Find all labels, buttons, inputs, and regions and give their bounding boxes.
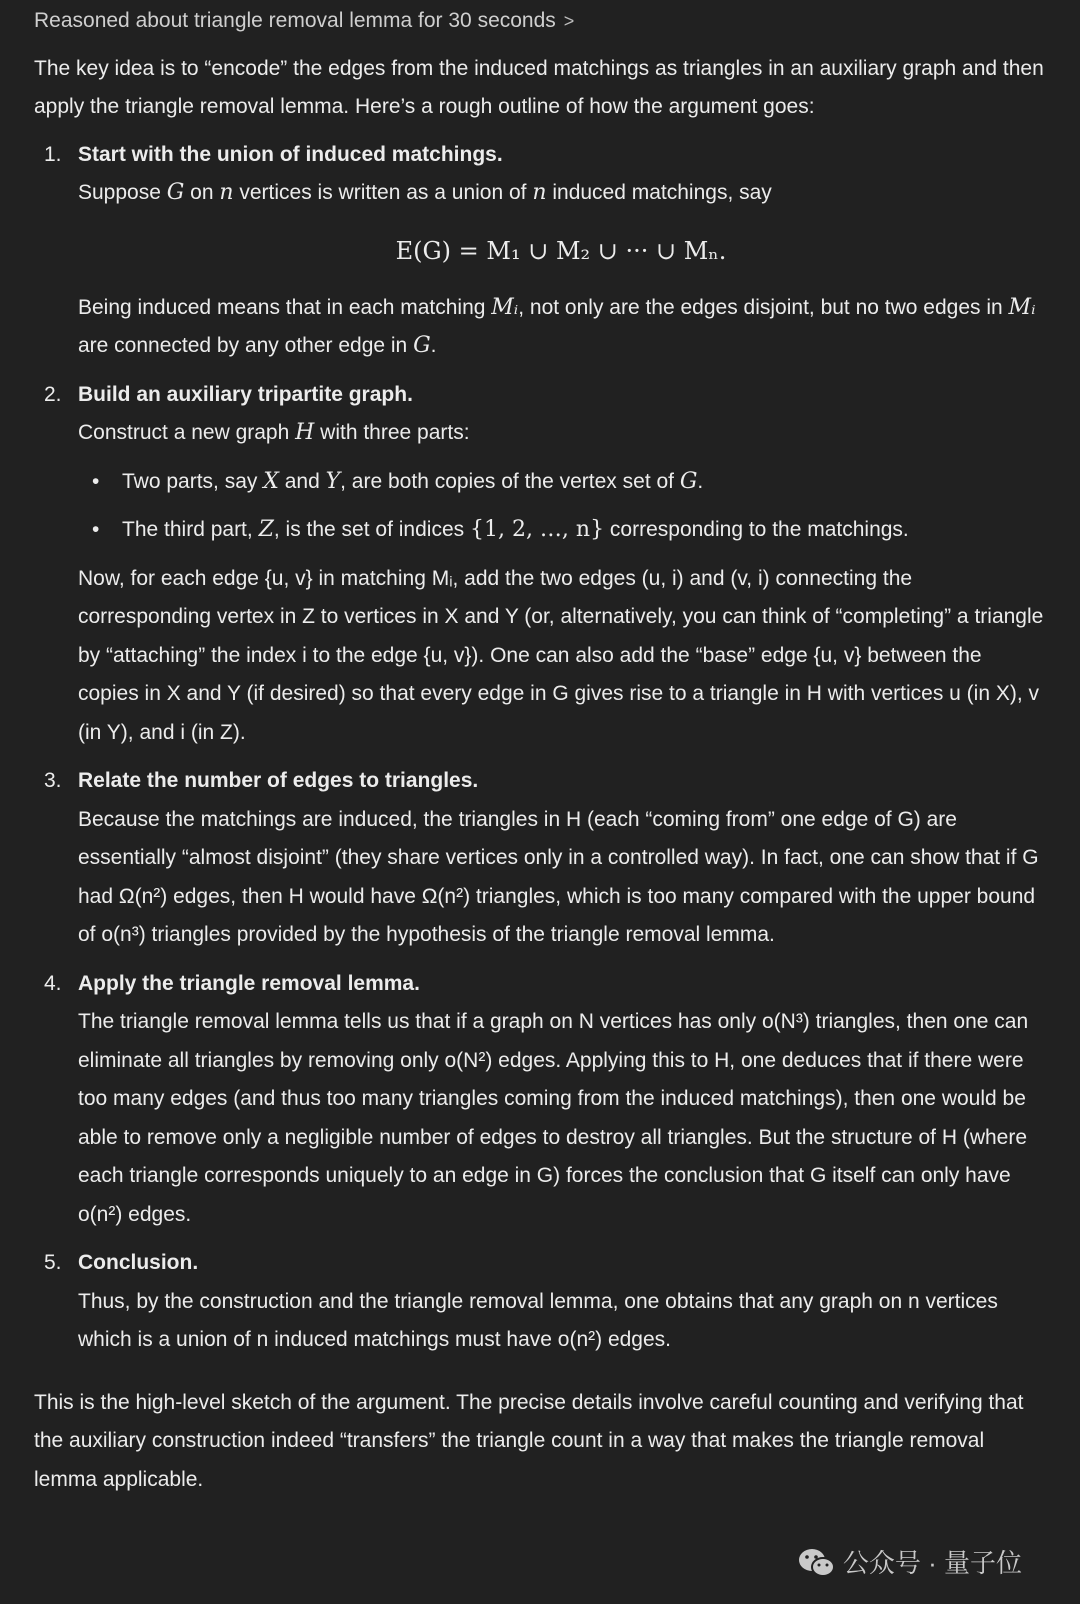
step-text-after: Being induced means that in each matching Mᵢ, not only are the edges disjoint, but no two edges in Mᵢ are connected by any other edge in G. [78, 294, 1036, 358]
step-2 [34, 376, 1044, 753]
bullet-dot: • [92, 518, 100, 541]
step-number: 5. [44, 1251, 62, 1274]
step-number: 2. [44, 382, 62, 406]
chat-response [34, 2, 1044, 1499]
step-paragraph: Now, for each edge {u, v} in matching Mᵢ, add the two edges (u, i) and (v, i) connecting the corresponding vertex in Z to vertices in X and Y (or, alternatively, you can think of “completing” a triangle by “attaching” the index i to the edge {u, v}). One can also add the “base” edge {u, v} between the copies in X and Y (if desired) so that every edge in G gives rise to a triangle in H with vertices u (in X), v (in Y), and i (in Z). [78, 566, 1044, 744]
chevron-right-icon: > [563, 11, 575, 31]
step-1 [34, 136, 1044, 366]
watermark [797, 1546, 1022, 1580]
watermark-text: 公众号 · 量子位 [842, 1548, 1022, 1578]
intro-paragraph: The key idea is to “encode” the edges from the induced matchings as triangles in an auxiliary graph and then apply the triangle removal lemma. Here’s a rough outline of how the argument goes: [34, 56, 1044, 118]
step-4 [34, 965, 1044, 1235]
step-text: Construct a new graph H with three parts: [78, 420, 470, 445]
steps-list [34, 136, 1044, 1360]
step-number: 4. [44, 971, 62, 995]
step-text: Suppose G on n vertices is written as a union of n induced matchings, say [78, 180, 772, 205]
step-number: 3. [44, 769, 62, 792]
step-3 [34, 762, 1044, 955]
list-item: • Two parts, say X and Y, are both copies of the vertex set of G. [78, 463, 1044, 502]
display-equation: E(G) = M₁ ∪ M₂ ∪ ··· ∪ Mₙ. [395, 236, 727, 265]
outro-paragraph: This is the high-level sketch of the argument. The precise details involve careful counting and verifying that the auxiliary construction indeed “transfers” the triangle count in a way that makes the triangle removal lemma applicable. [34, 1390, 1024, 1491]
list-item: • The third part, Z, is the set of indices {1, 2, …, n} corresponding to the matchings. [78, 511, 1044, 550]
step-text: Thus, by the construction and the triangle removal lemma, one obtains that any graph on n vertices which is a union of n induced matchings must have o(n²) edges. [78, 1289, 998, 1351]
step-5 [34, 1244, 1044, 1360]
wechat-icon [797, 1546, 837, 1580]
step-title: Build an auxiliary tripartite graph. [78, 382, 413, 406]
reasoning-label: Reasoned about triangle removal lemma for 30 seconds [34, 9, 556, 32]
reasoning-toggle[interactable] [34, 2, 574, 40]
step-title: Conclusion. [78, 1251, 199, 1274]
step-number: 1. [44, 142, 62, 166]
bullet-list [78, 463, 1044, 550]
step-text: Because the matchings are induced, the triangles in H (each “coming from” one edge of G) are essentially “almost disjoint” (they share vertices only in a controlled way). In fact, one can show that if G had Ω(n²) edges, then H would have Ω(n²) triangles, which is too many compared with the upper bound of o(n³) triangles provided by the hypothesis of the triangle removal lemma. [78, 807, 1039, 946]
step-text: The triangle removal lemma tells us that if a graph on N vertices has only o(N³) triangles, then one can eliminate all triangles by removing only o(N²) edges. Applying this to H, one deduces that if there were too many edges (and thus too many triangles coming from the induced matchings), then one would be able to remove only a negligible number of edges to destroy all triangles. But the structure of H (where each triangle corresponds uniquely to an edge in G) forces the conclusion that G itself can only have o(n²) edges. [78, 1010, 1029, 1226]
step-title: Relate the number of edges to triangles. [78, 769, 479, 792]
step-title: Apply the triangle removal lemma. [78, 971, 420, 995]
bullet-dot: • [92, 469, 100, 493]
step-title: Start with the union of induced matchings. [78, 142, 503, 166]
